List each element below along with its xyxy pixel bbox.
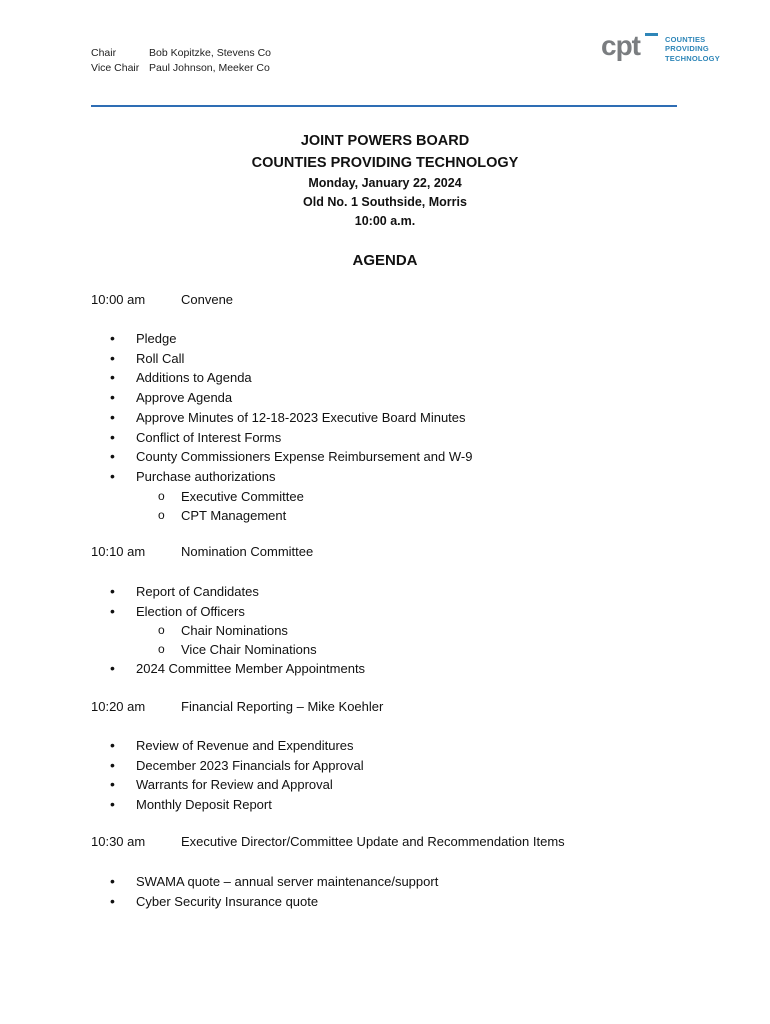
logo-word-3: TECHNOLOGY: [665, 53, 720, 63]
chair-name: Bob Kopitzke, Stevens Co: [149, 47, 271, 59]
session-time: 10:10 am: [91, 544, 146, 559]
agenda-item: • Conflict of Interest Forms: [110, 428, 472, 448]
agenda-item: • Pledge: [110, 329, 472, 349]
session-convene: [91, 292, 233, 307]
cpt-logo: [601, 29, 720, 69]
cpt-logo-mark: [601, 29, 661, 69]
session-time: 10:20 am: [91, 699, 146, 714]
session-title: Executive Director/Committee Update and Recommendation Items: [181, 834, 565, 849]
vice-chair-name: Paul Johnson, Meeker Co: [149, 62, 270, 74]
agenda-item: • Approve Agenda: [110, 388, 472, 408]
agenda-item: • Report of Candidates: [110, 582, 365, 602]
session-title: Financial Reporting – Mike Koehler: [181, 699, 384, 714]
agenda-item: • Warrants for Review and Approval: [110, 775, 364, 795]
chair-row: [91, 46, 271, 61]
sub-item: o Chair Nominations: [110, 621, 365, 640]
sub-item: o Vice Chair Nominations: [110, 640, 365, 659]
meeting-time: 10:00 a.m.: [354, 214, 416, 228]
chair-role: Chair: [91, 47, 117, 59]
org-title: COUNTIES PROVIDING TECHNOLOGY: [251, 155, 519, 171]
sub-list: [110, 487, 472, 525]
sub-list: [110, 621, 365, 659]
sub-item: o CPT Management: [110, 506, 472, 525]
logo-word-2: PROVIDING: [665, 44, 709, 54]
session-executive: [91, 834, 565, 849]
agenda-item: • County Commissioners Expense Reimbursement and W-9: [110, 447, 472, 467]
agenda-item-with-sub: [110, 602, 365, 622]
nomination-items: [110, 582, 365, 679]
agenda-item: • Review of Revenue and Expenditures: [110, 736, 364, 756]
convene-items: [110, 329, 472, 525]
agenda-item: • SWAMA quote – annual server maintenance/support: [110, 872, 438, 892]
officers-block: [91, 46, 271, 76]
agenda-item: • Roll Call: [110, 349, 472, 369]
agenda-item: • Additions to Agenda: [110, 368, 472, 388]
executive-items: [110, 872, 438, 911]
header-divider: [91, 105, 677, 107]
agenda-item-with-sub: [110, 467, 472, 487]
agenda-heading: AGENDA: [352, 252, 418, 269]
title-block: [0, 130, 770, 231]
meeting-date: Monday, January 22, 2024: [308, 176, 462, 190]
agenda-item: • 2024 Committee Member Appointments: [110, 659, 365, 679]
svg-text:cpt: cpt: [601, 30, 640, 61]
session-time: 10:30 am: [91, 834, 146, 849]
financial-items: [110, 736, 364, 815]
agenda-item: • Approve Minutes of 12-18-2023 Executive Board Minutes: [110, 408, 472, 428]
vice-chair-role: Vice Chair: [91, 62, 140, 74]
agenda-item-text: Election of Officers: [136, 603, 245, 619]
logo-word-1: COUNTIES: [665, 34, 706, 44]
session-time: 10:00 am: [91, 292, 146, 307]
session-title: Convene: [181, 292, 234, 307]
meeting-location: Old No. 1 Southside, Morris: [303, 195, 467, 209]
session-financial: [91, 699, 383, 714]
agenda-item: • December 2023 Financials for Approval: [110, 756, 364, 776]
sub-item: o Executive Committee: [110, 487, 472, 506]
agenda-item: • Cyber Security Insurance quote: [110, 892, 438, 912]
session-nomination: [91, 544, 313, 559]
agenda-item-text: Purchase authorizations: [136, 468, 276, 484]
sub-list-wrapper: [110, 621, 365, 659]
session-title: Nomination Committee: [181, 544, 314, 559]
logo-wordmark: [665, 35, 720, 64]
agenda-item: • Monthly Deposit Report: [110, 795, 364, 815]
vice-chair-row: [91, 61, 271, 76]
board-title: JOINT POWERS BOARD: [300, 133, 470, 149]
sub-list-wrapper: [110, 487, 472, 525]
